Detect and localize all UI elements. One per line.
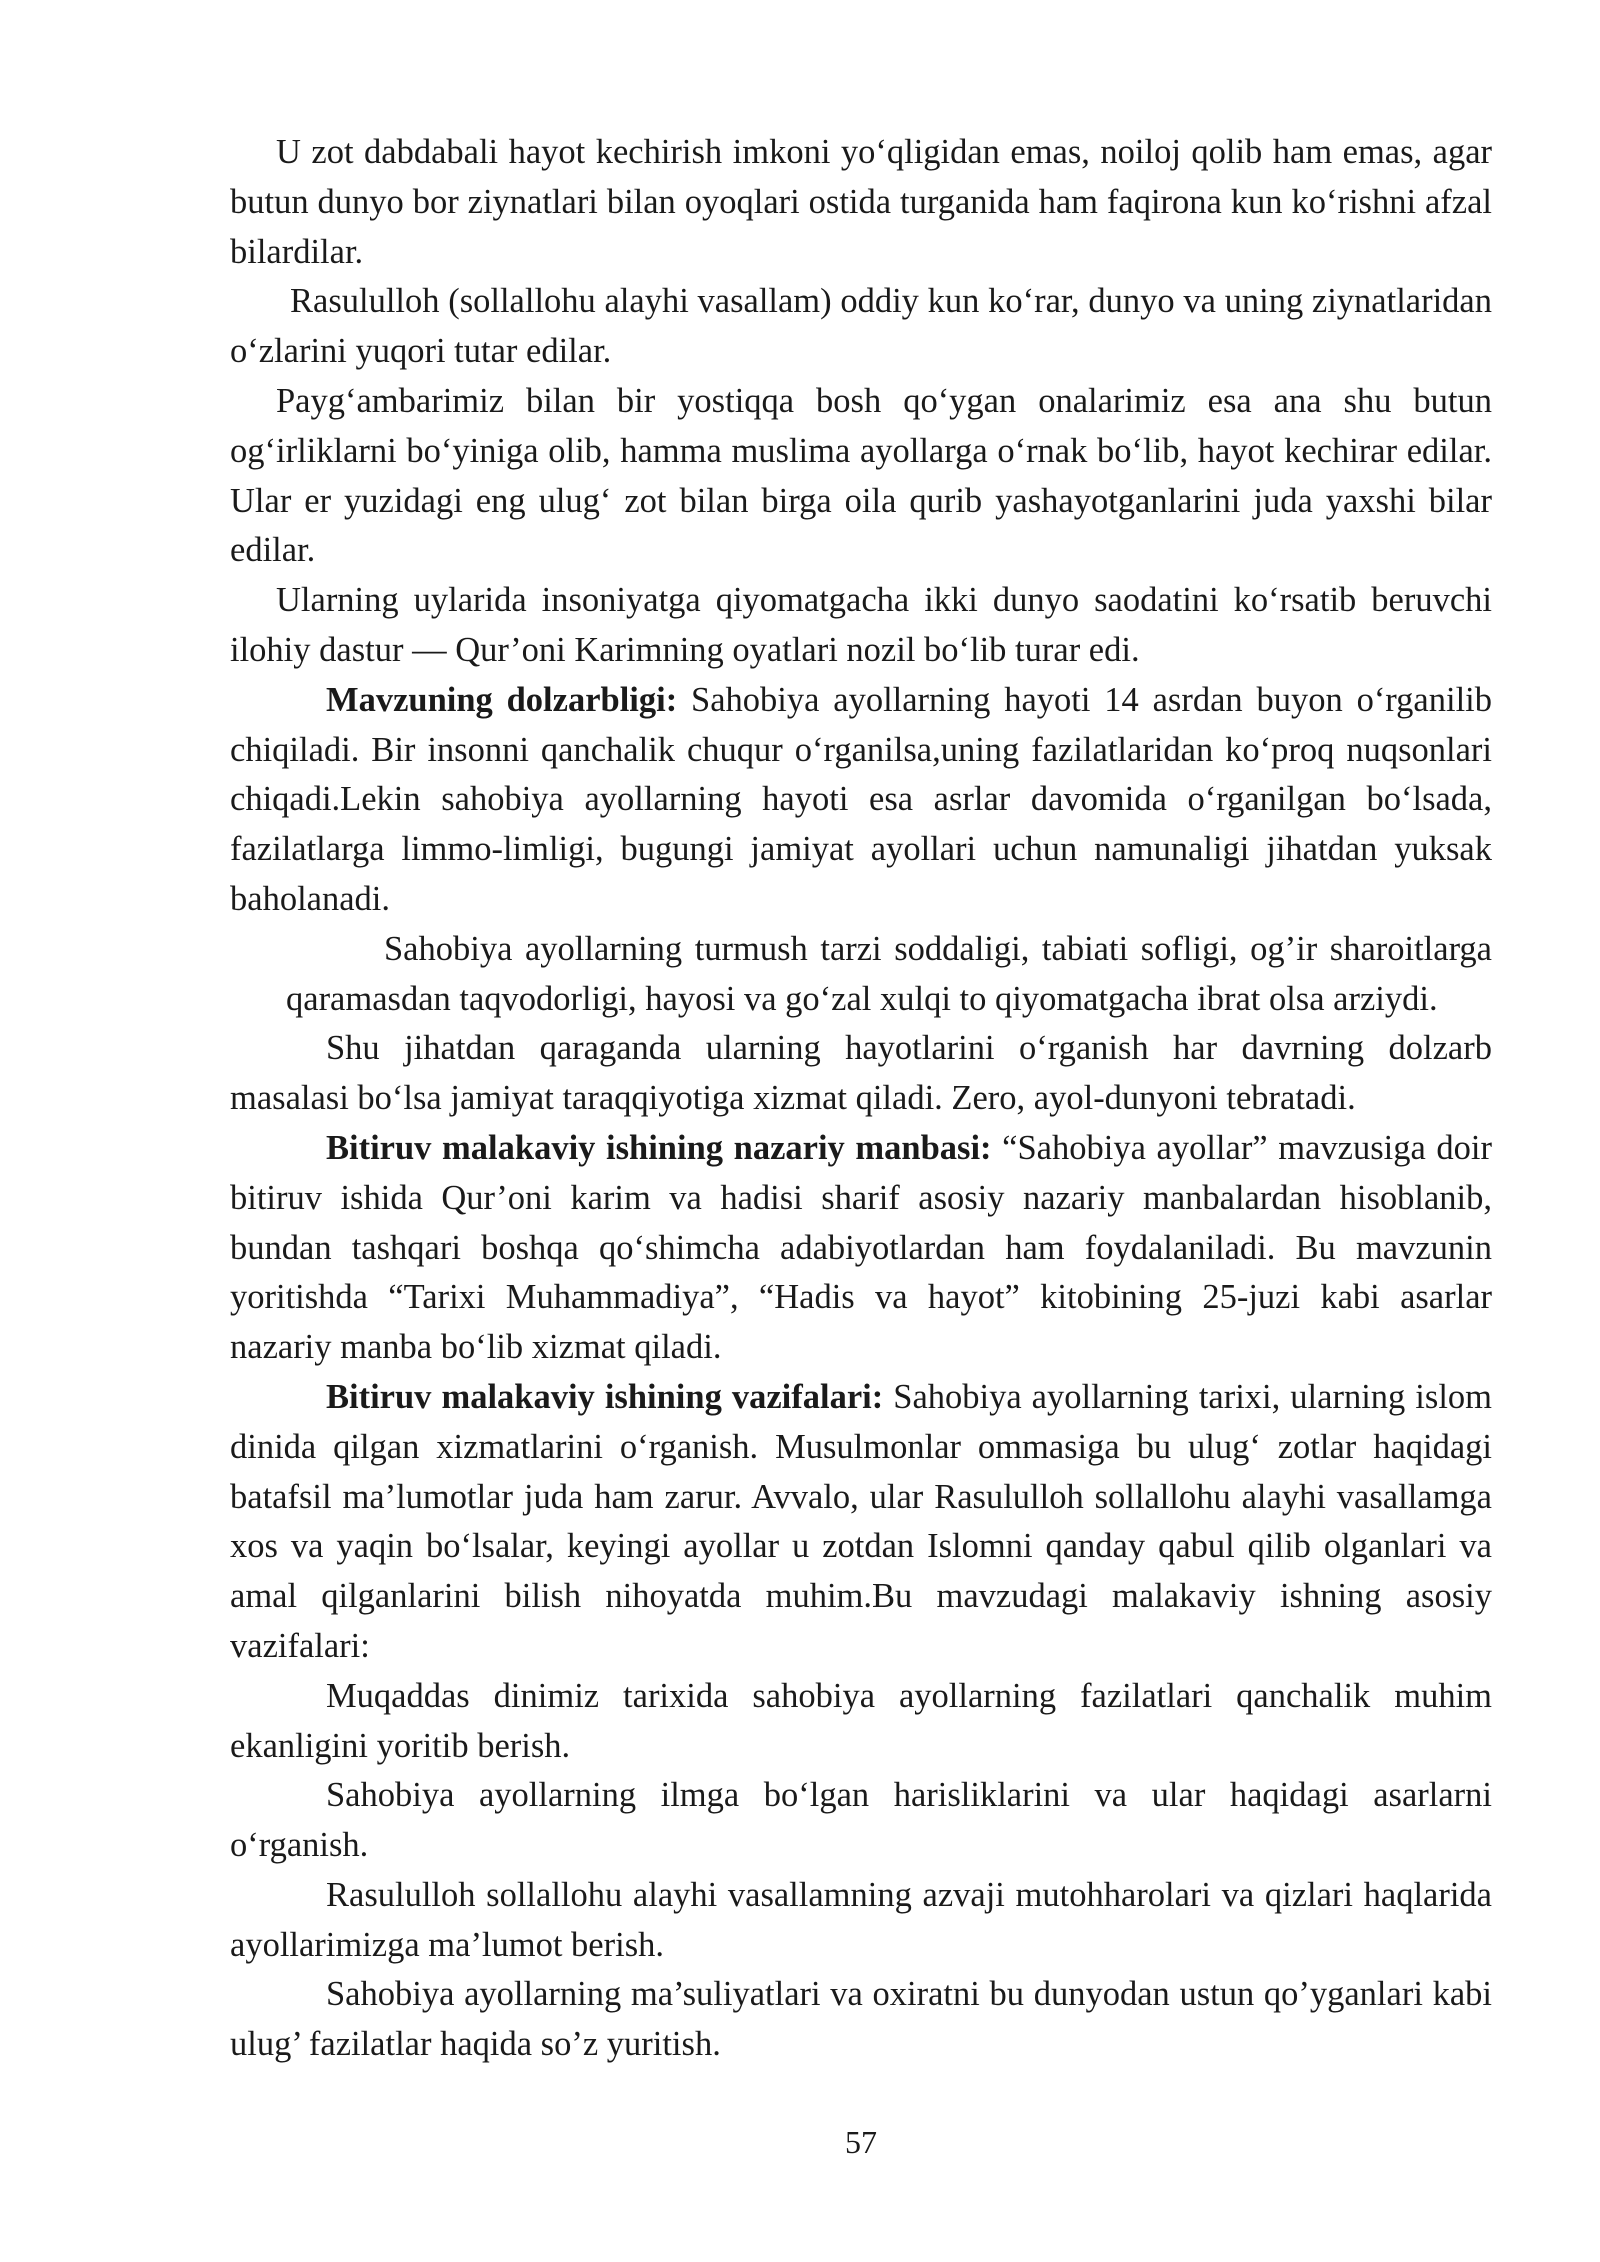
paragraph-tasks (230, 1373, 1492, 1672)
paragraph-relevance (230, 676, 1492, 925)
relevance-text: Sahobiya ayollarning hayoti 14 asrdan buyon o‘rganilib chiqiladi. Bir insonni qanchalik chuqur o‘rganilsa,uning fazilatlaridan ko‘proq nuqsonlari chiqadi.Lekin sahobiya ayollarning hayoti esa asrlar davomida o‘rganilgan bo‘lsada, fazilatlarga limmo-limligi, bugungi jamiyat ayollari uchun namunaligi jihatdan yuksak baholanadi. (230, 680, 1492, 918)
task-item-1: Muqaddas dinimiz tarixida sahobiya ayollarning fazilatlari qanchalik muhim ekanligini yoritib berish. (230, 1676, 1492, 1765)
task-item-3: Rasululloh sollallohu alayhi vasallamning azvaji mutohharolari va qizlari haqlarida ayollarimizga ma’lumot berish. (230, 1875, 1492, 1964)
theoretical-source-text: “Sahobiya ayollar” mavzusiga doir bitiruv ishida Qur’oni karim va hadisi sharif asosiy nazariy manbalardan hisoblanib, bundan tashqari boshqa qo‘shimcha adabiyotlardan ham foydalaniladi. Bu mavzunin yoritishda “Tarixi Muhammadiya”, “Hadis va hayot” kitobining 25-juzi kabi asarlar nazariy manba bo‘lib xizmat qiladi. (230, 1128, 1492, 1367)
task-item-2: Sahobiya ayollarning ilmga bo‘lgan harisliklarini va ular haqidagi asarlarni o‘rganish. (230, 1776, 1492, 1865)
paragraph-1: U zot dabdabali hayot kechirish imkoni yo‘qligidan emas, noiloj qolib ham emas, agar butun dunyo bor ziynatlari bilan oyoqlari ostida turganida ham faqirona kun ko‘rishni afzal bilardilar. (230, 133, 1492, 271)
page-number: 57 (845, 2124, 877, 2160)
document-body (230, 128, 1492, 2070)
theoretical-source-heading: Bitiruv malakaviy ishining nazariy manbasi: (326, 1128, 992, 1167)
tasks-text: Sahobiya ayollarning tarixi, ularning islom dinida qilgan xizmatlarini o‘rganish. Musulmonlar ommasiga bu ulug‘ zotlar haqidagi batafsil ma’lumotlar juda ham zarur. Avvalo, ular Rasululloh sollallohu alayhi vasallamga xos va yaqin bo‘lsalar, keyingi ayollar u zotdan Islomni qanday qabul qilib olganlari va amal qilganlarini bilish nihoyatda muhim.Bu mavzudagi malakaviy ishning asosiy vazifalari: (230, 1377, 1492, 1665)
paragraph-7: Shu jihatdan qaraganda ularning hayotlarini o‘rganish har davrning dolzarb masalasi bo‘lsa jamiyat taraqqiyotiga xizmat qiladi. Zero, ayol-dunyoni tebratadi. (230, 1029, 1492, 1118)
paragraph-indented-block: Sahobiya ayollarning turmush tarzi soddaligi, tabiati sofligi, og’ir sharoitlarga qaramasdan taqvodorligi, hayosi va go‘zal xulqi to qiyomatgacha ibrat olsa arziydi. (286, 929, 1492, 1018)
task-item-4: Sahobiya ayollarning ma’suliyatlari va oxiratni bu dunyodan ustun qo’yganlari kabi ulug’ fazilatlar haqida so’z yuritish. (230, 1975, 1492, 2064)
paragraph-2: Rasululloh (sollallohu alayhi vasallam) oddiy kun ko‘rar, dunyo va uning ziynatlaridan o‘zlarini yuqori tutar edilar. (230, 282, 1492, 371)
tasks-heading: Bitiruv malakaviy ishining vazifalari: (326, 1377, 884, 1416)
paragraph-4: Ularning uylarida insoniyatga qiyomatgacha ikki dunyo saodatini ko‘rsatib beruvchi ilohiy dastur — Qur’oni Karimning oyatlari nozil bo‘lib turar edi. (230, 581, 1492, 669)
paragraph-theoretical-source (230, 1124, 1492, 1373)
paragraph-3: Payg‘ambarimiz bilan bir yostiqqa bosh qo‘ygan onalarimiz esa ana shu butun og‘irliklarni bo‘yiniga olib, hamma muslima ayollarga o‘rnak bo‘lib, hayot kechirar edilar. Ular er yuzidagi eng ulug‘ zot bilan birga oila qurib yashayotganlarini juda yaxshi bilar edilar. (230, 381, 1492, 570)
relevance-heading: Mavzuning dolzarbligi: (326, 680, 678, 719)
